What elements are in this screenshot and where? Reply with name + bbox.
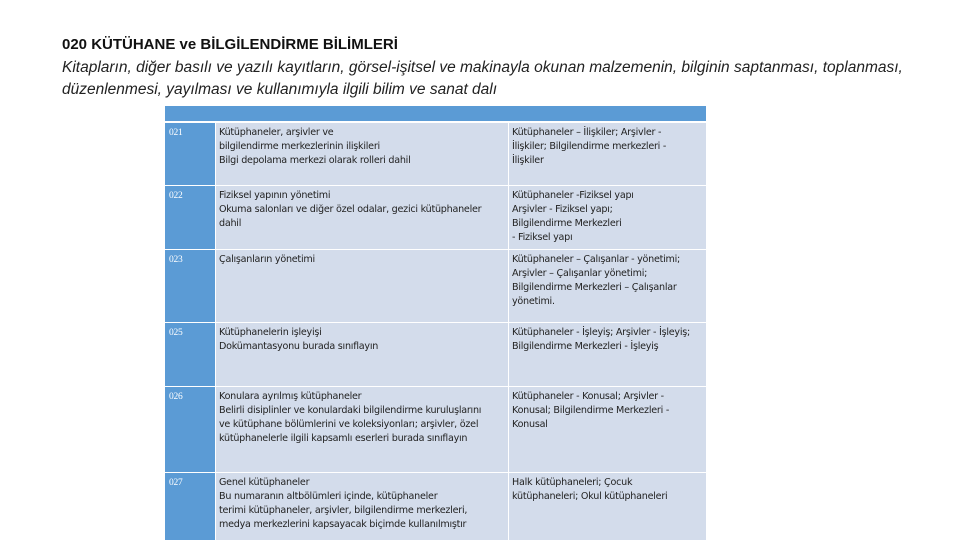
related-line: Arşivler - Fiziksel yapı; bbox=[512, 204, 613, 215]
related-subjects bbox=[509, 123, 706, 185]
related-line: Kütüphaneler – İlişkiler; Arşivler - bbox=[512, 127, 662, 138]
class-code: 027 bbox=[165, 473, 215, 540]
table-row bbox=[165, 323, 707, 386]
table-row bbox=[165, 186, 707, 249]
description-line: Genel kütüphaneler bbox=[219, 477, 310, 488]
description-line: Çalışanların yönetimi bbox=[219, 254, 315, 265]
description-line: Kütüphanelerin işleyişi bbox=[219, 327, 322, 338]
class-code: 026 bbox=[165, 387, 215, 472]
related-line: Bilgilendirme Merkezleri - İşleyiş bbox=[512, 341, 659, 352]
related-subjects bbox=[509, 323, 706, 386]
description-line: kütüphanelerle ilgili kapsamlı eserleri burada sınıflayın bbox=[219, 433, 468, 444]
related-line: Kütüphaneler -Fiziksel yapı bbox=[512, 190, 634, 201]
description-line: bilgilendirme merkezlerinin ilişkileri bbox=[219, 141, 380, 152]
description-line: Dokümantasyonu burada sınıflayın bbox=[219, 341, 379, 352]
related-line: İlişkiler bbox=[512, 155, 544, 166]
related-line: Kütüphaneler - İşleyiş; Arşivler - İşleyiş; bbox=[512, 327, 691, 338]
description-line: Kütüphaneler, arşivler ve bbox=[219, 127, 334, 138]
related-line: Konusal bbox=[512, 419, 548, 430]
related-line: - Fiziksel yapı bbox=[512, 232, 573, 243]
description-line: Belirli disiplinler ve konulardaki bilgilendirme kuruluşlarını bbox=[219, 405, 482, 416]
description-line: Fiziksel yapının yönetimi bbox=[219, 190, 331, 201]
class-description bbox=[216, 473, 508, 540]
table-header-row bbox=[165, 106, 706, 121]
related-line: Halk kütüphaneleri; Çocuk bbox=[512, 477, 633, 488]
class-description bbox=[216, 323, 508, 386]
classification-table bbox=[165, 106, 707, 540]
class-description bbox=[216, 186, 508, 249]
description-line: terimi kütüphaneler, arşivler, bilgilendirme merkezleri, bbox=[219, 505, 468, 516]
class-code: 023 bbox=[165, 250, 215, 322]
related-line: İlişkiler; Bilgilendirme merkezleri - bbox=[512, 141, 667, 152]
class-code: 022 bbox=[165, 186, 215, 249]
description-line: Konulara ayrılmış kütüphaneler bbox=[219, 391, 362, 402]
related-subjects bbox=[509, 387, 706, 472]
related-line: Bilgilendirme Merkezleri bbox=[512, 218, 622, 229]
related-line: yönetimi. bbox=[512, 296, 555, 307]
page-subtitle: Kitapların, diğer basılı ve yazılı kayıtların, görsel-işitsel ve makinayla okunan malzemenin, bilginin saptanması, toplanması, düzenlenmesi, yayılması ve kullanımıyla ilgili bilim ve sanat dalı bbox=[62, 59, 903, 98]
description-line: dahil bbox=[219, 218, 242, 229]
class-code: 025 bbox=[165, 323, 215, 386]
page-title: 020 KÜTÜHANE ve BİLGİLENDİRME BİLİMLERİ bbox=[62, 36, 398, 53]
related-line: Kütüphaneler - Konusal; Arşivler - bbox=[512, 391, 664, 402]
table-row bbox=[165, 387, 707, 472]
related-line: Arşivler – Çalışanlar yönetimi; bbox=[512, 268, 648, 279]
related-line: Bilgilendirme Merkezleri – Çalışanlar bbox=[512, 282, 677, 293]
related-subjects bbox=[509, 473, 706, 540]
description-line: Bilgi depolama merkezi olarak rolleri dahil bbox=[219, 155, 411, 166]
class-description bbox=[216, 250, 508, 322]
related-subjects bbox=[509, 250, 706, 322]
description-line: medya merkezlerini kapsayacak biçimde kullanılmıştır bbox=[219, 519, 467, 530]
related-line: kütüphaneleri; Okul kütüphaneleri bbox=[512, 491, 668, 502]
table-row bbox=[165, 123, 707, 185]
class-code: 021 bbox=[165, 123, 215, 185]
description-line: ve kütüphane bölümlerini ve koleksiyonları; arşivler, özel bbox=[219, 419, 479, 430]
description-line: Okuma salonları ve diğer özel odalar, gezici kütüphaneler bbox=[219, 204, 482, 215]
description-line: Bu numaranın altbölümleri içinde, kütüphaneler bbox=[219, 491, 438, 502]
class-description bbox=[216, 387, 508, 472]
related-line: Kütüphaneler – Çalışanlar - yönetimi; bbox=[512, 254, 681, 265]
related-subjects bbox=[509, 186, 706, 249]
table-row bbox=[165, 473, 707, 540]
table-row bbox=[165, 250, 707, 322]
class-description bbox=[216, 123, 508, 185]
related-line: Konusal; Bilgilendirme Merkezleri - bbox=[512, 405, 670, 416]
